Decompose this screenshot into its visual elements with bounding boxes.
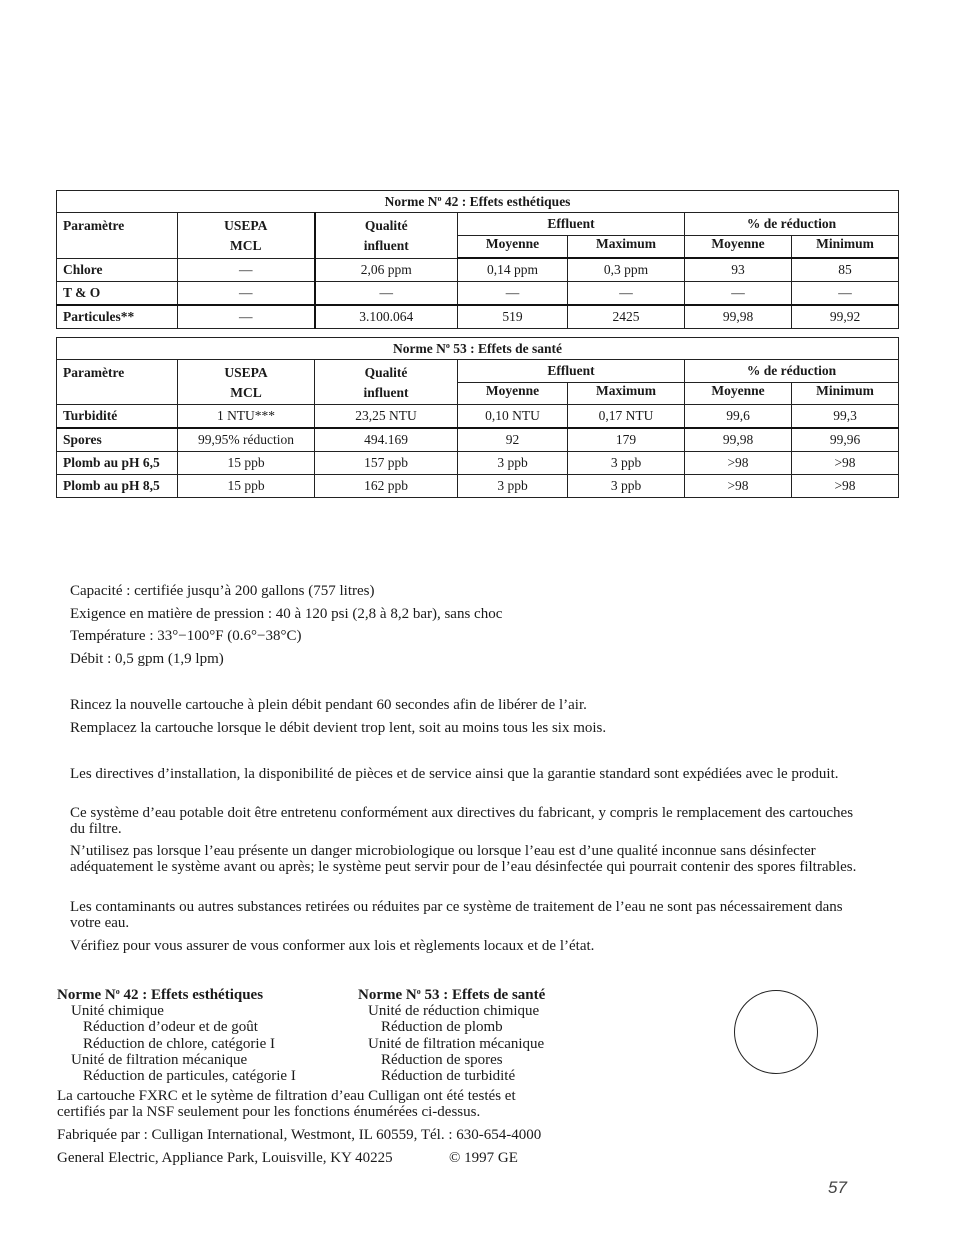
cert-item: Réduction de chlore, catégorie I (83, 1035, 275, 1052)
cert-unit: Unité chimique (71, 1003, 164, 1020)
header-param: Paramètre (57, 360, 178, 405)
table-row: Plomb au pH 6,5 15 ppb 157 ppb 3 ppb 3 ppb >98 >98 (57, 452, 899, 475)
cert-item: Réduction de spores (381, 1051, 503, 1068)
table-row: Spores 99,95% réduction 494.169 92 179 99,98 99,96 (57, 428, 899, 452)
table-row: Chlore — 2,06 ppm 0,14 ppm 0,3 ppm 93 85 (57, 258, 899, 282)
page-number: 57 (828, 1178, 847, 1197)
table-row: T & O — — — — — — (57, 282, 899, 306)
cert-title: Norme $N^o$ 42 : Effets esthétiques (57, 987, 264, 1003)
header-reduction: % de réduction (685, 360, 899, 383)
table-row: Turbidité 1 NTU*** 23,25 NTU 0,10 NTU 0,17 NTU 99,6 99,3 (57, 405, 899, 429)
header-minimum: Minimum (792, 383, 899, 405)
note-maintenance: Ce système d’eau potable doit être entretenu conformément aux directives du fabricant, y compris le remplacement des cartouches du filtre. (70, 805, 854, 837)
table-row: Particules** — 3.100.064 519 2425 99,98 99,92 (57, 305, 899, 329)
header-qualite: Qualité influent (315, 360, 458, 405)
header-moyenne: Moyenne (458, 383, 568, 405)
header-moyenne: Moyenne (685, 383, 792, 405)
cert-unit: Unité de filtration mécanique (71, 1051, 248, 1068)
header-usepa: USEPA MCL (178, 213, 315, 259)
instruction-rinse: Rincez la nouvelle cartouche à plein débit pendant 60 secondes afin de libérer de l’air. (70, 697, 587, 713)
cert-item: Réduction d’odeur et de goût (83, 1019, 258, 1036)
table-row: Plomb au pH 8,5 15 ppb 162 ppb 3 ppb 3 ppb >98 >98 (57, 475, 899, 498)
spec-pressure: Exigence en matière de pression : 40 à 120 psi (2,8 à 8,2 bar), sans choc (70, 606, 503, 622)
certification-statement: La cartouche FXRC et le sytème de filtration d’eau Culligan ont été testés et certifiés par la NSF seulement pour les fonctions énumérées ci-dessus. (57, 1088, 516, 1120)
nsf-seal-circle (734, 990, 818, 1074)
note-warning: N’utilisez pas lorsque l’eau présente un danger microbiologique ou lorsque l’eau est d’une qualité inconnue sans désinfecter adéquatement le système avant ou après; le système peut servir pour de l’eau désinfectée qui pourrait contenir des spores filtrables. (70, 843, 857, 875)
header-moyenne: Moyenne (685, 236, 792, 259)
note-contaminants: Les contaminants ou autres substances retirées ou réduites par ce système de traitement de l’eau ne sont pas nécessairement dans votre eau. (70, 899, 843, 931)
copyright: © 1997 GE (449, 1150, 518, 1166)
instruction-replace: Remplacez la cartouche lorsque le débit devient trop lent, soit au moins tous les six mois. (70, 720, 607, 736)
cert-unit: Unité de filtration mécanique (368, 1035, 545, 1052)
cert-item: Réduction de particules, catégorie I (83, 1068, 296, 1085)
spec-flow: Débit : 0,5 gpm (1,9 lpm) (70, 651, 224, 667)
table-caption: Norme $N^o$ 42 : Effets esthétiques (57, 191, 899, 213)
cert-item: Réduction de turbidité (381, 1068, 516, 1085)
header-moyenne: Moyenne (458, 236, 568, 259)
table-norme-53 (56, 337, 899, 498)
header-maximum: Maximum (568, 236, 685, 259)
header-usepa: USEPA MCL (178, 360, 315, 405)
cert-norme-53 (358, 984, 545, 1084)
header-minimum: Minimum (792, 236, 899, 259)
spec-capacity: Capacité : certifiée jusqu’à 200 gallons (757 litres) (70, 583, 375, 599)
header-effluent: Effluent (458, 213, 685, 236)
header-qualite: Qualité influent (315, 213, 458, 259)
header-maximum: Maximum (568, 383, 685, 405)
spec-temperature: Température : 33°−100°F (0.6°−38°C) (70, 628, 302, 644)
cert-item: Réduction de plomb (381, 1019, 503, 1036)
header-effluent: Effluent (458, 360, 685, 383)
table-norme-42 (56, 190, 899, 329)
header-param: Paramètre (57, 213, 178, 259)
note-installation: Les directives d’installation, la disponibilité de pièces et de service ainsi que la garantie standard sont expédiées avec le produit. (70, 766, 839, 782)
manufacturer-info: Fabriquée par : Culligan International, Westmont, IL 60559, Tél. : 630-654-4000 (57, 1127, 542, 1143)
table-caption: Norme $N^o$ 53 : Effets de santé (57, 338, 899, 360)
header-reduction: % de réduction (685, 213, 899, 236)
address: General Electric, Appliance Park, Louisville, KY 40225 (57, 1150, 393, 1166)
note-regulations: Vérifiez pour vous assurer de vous conformer aux lois et règlements locaux et de l’état. (70, 938, 595, 954)
cert-title: Norme $N^o$ 53 : Effets de santé (358, 987, 546, 1003)
cert-unit: Unité de réduction chimique (368, 1003, 540, 1020)
cert-norme-42 (57, 984, 296, 1084)
